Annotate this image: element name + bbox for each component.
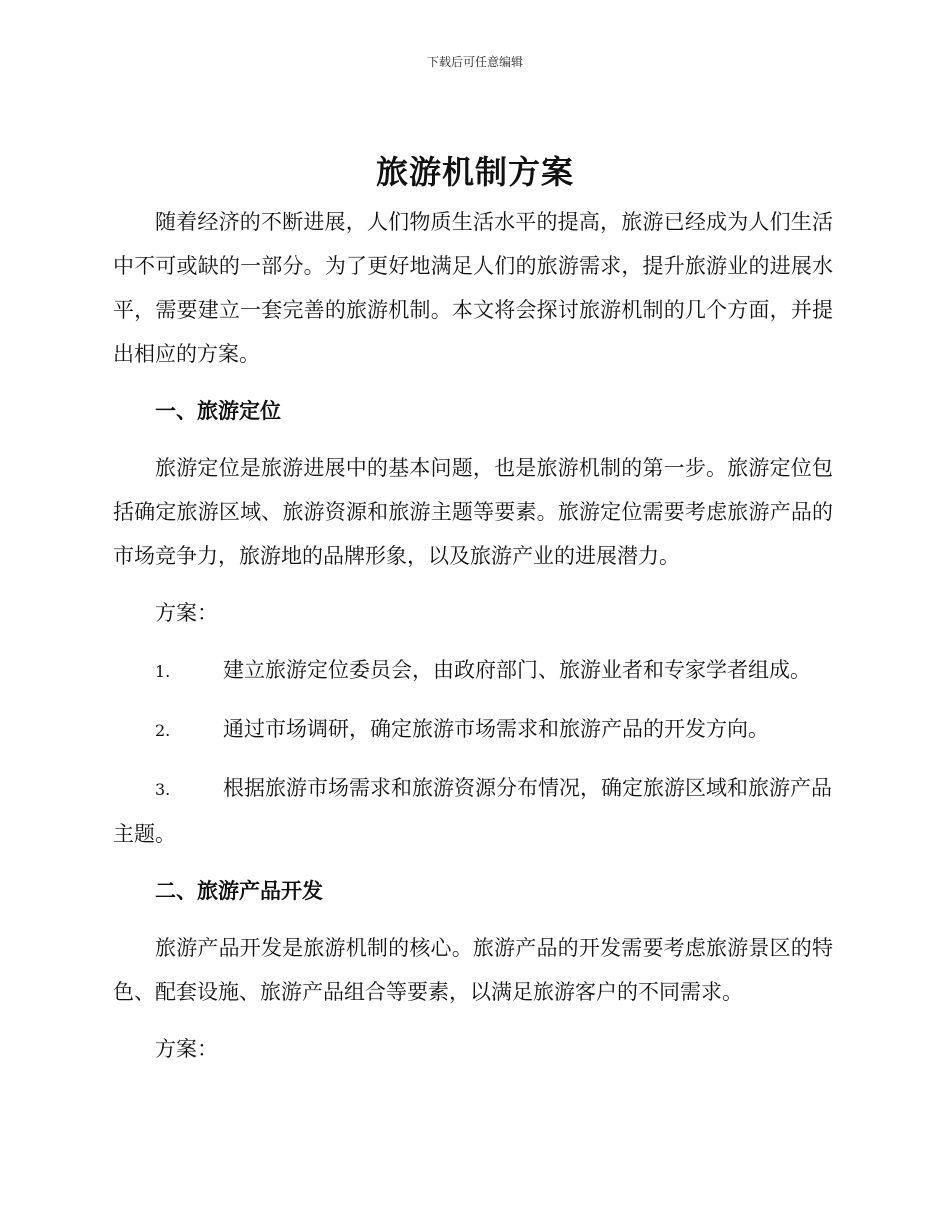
section-1-body: 旅游定位是旅游进展中的基本问题，也是旅游机制的第一步。旅游定位包括确定旅游区域、旅游资源和旅游主题等要素。旅游定位需要考虑旅游产品的市场竞争力，旅游地的品牌形象，以及旅游产业的进展潜力。	[113, 456, 833, 568]
document-body	[113, 200, 833, 1071]
list-number: 1.	[155, 662, 171, 681]
list-item-text: 建立旅游定位委员会，由政府部门、旅游业者和专家学者组成。	[223, 658, 811, 682]
list-item-text: 根据旅游市场需求和旅游资源分布情况，确定旅游区域和旅游产品主题。	[113, 776, 832, 846]
section-1-list-item-3	[113, 766, 833, 856]
section-1-list-item-1	[113, 648, 833, 694]
list-item-text: 通过市场调研，确定旅游市场需求和旅游产品的开发方向。	[223, 717, 769, 741]
section-1-plan-label: 方案：	[155, 601, 218, 625]
list-number: 3.	[155, 780, 171, 799]
section-1-list-item-2	[113, 707, 833, 753]
section-1-heading: 一、旅游定位	[155, 399, 281, 423]
list-number: 2.	[155, 721, 171, 740]
section-2-plan-label: 方案：	[155, 1037, 218, 1061]
page-header: 下载后可任意编辑	[426, 55, 523, 69]
section-2-body: 旅游产品开发是旅游机制的核心。旅游产品的开发需要考虑旅游景区的特色、配套设施、旅游产品组合等要素，以满足旅游客户的不同需求。	[113, 936, 833, 1004]
section-2-heading: 二、旅游产品开发	[155, 879, 323, 903]
intro-paragraph: 随着经济的不断进展，人们物质生活水平的提高，旅游已经成为人们生活中不可或缺的一部分。为了更好地满足人们的旅游需求，提升旅游业的进展水平，需要建立一套完善的旅游机制。本文将会探讨旅游机制的几个方面，并提出相应的方案。	[113, 210, 833, 366]
document-title: 旅游机制方案	[375, 153, 574, 191]
